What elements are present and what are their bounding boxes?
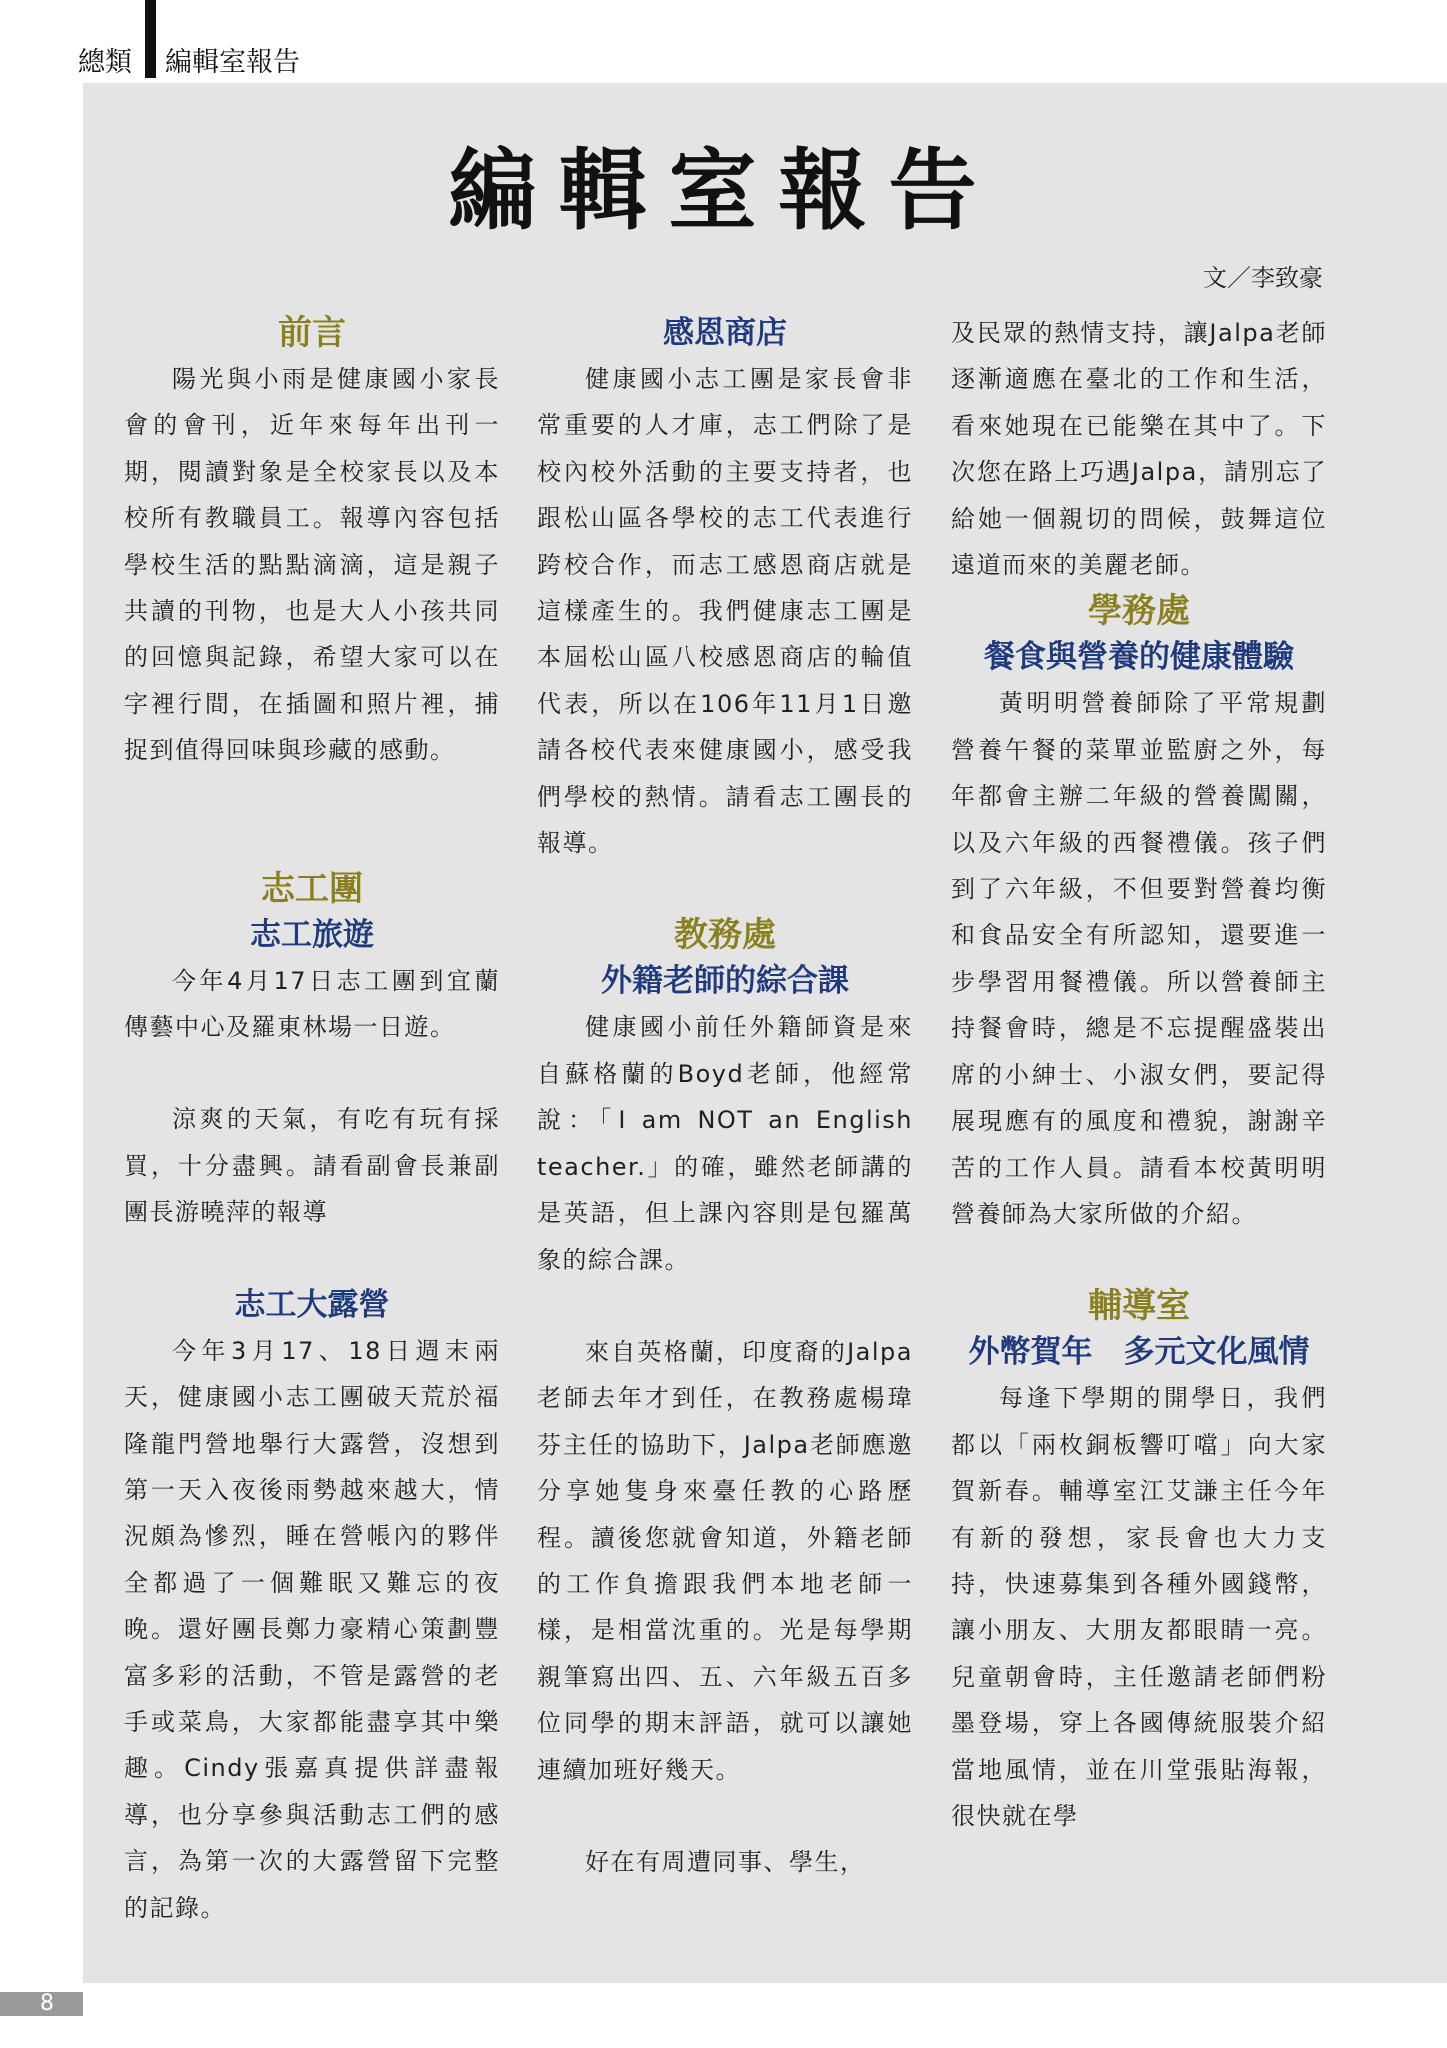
paragraph: 黃明明營養師除了平常規劃營養午餐的菜單並監廚之外，每年都會主辦二年級的營養闖關，以及六年級的西餐禮儀。孩子們到了六年級，不但要對營養均衡和食品安全有所認知，還要進一步學習用餐禮儀。所以營養師主持餐會時，總是不忘提醒盛裝出席的小紳士、小淑女們，要記得展現應有的風度和禮貌，謝謝辛苦的工作人員。請看本校黃明明營養師為大家所做的介紹。	[951, 689, 1327, 1228]
section-subheading: 外籍老師的綜合課	[601, 963, 849, 1000]
header-section: 編輯室報告	[165, 47, 300, 78]
paragraph: 及民眾的熱情支持，讓Jalpa老師逐漸適應在臺北的工作和生活，看來她現在已能樂在其中了。下次您在路上巧遇Jalpa，請別忘了給她一個親切的問候，鼓舞這位遠道而來的美麗老師。	[951, 319, 1327, 580]
page-number: 8	[40, 1991, 54, 2016]
paragraph: 來自英格蘭，印度裔的Jalpa老師去年才到任，在教務處楊瑋芬主任的協助下，Jalpa老師應邀分享她隻身來臺任教的心路歷程。讀後您就會知道，外籍老師的工作負擔跟我們本地老師一樣，是相當沈重的。光是每學期親筆寫出四、五、六年級五百多位同學的期末評語，就可以讓她連續加班好幾天。	[537, 1337, 913, 1784]
column-2	[537, 310, 913, 1885]
header-marker-bar	[145, 0, 156, 78]
section-subheading: 志工大露營	[234, 1286, 390, 1323]
paragraph: 健康國小志工團是家長會非常重要的人才庫，志工們除了是校內校外活動的主要支持者，也跟松山區各學校的志工代表進行跨校合作，而志工感恩商店就是這樣產生的。我們健康志工團是本屆松山區八校感恩商店的輪值代表，所以在106年11月1日邀請各校代表來健康國小，感受我們學校的熱情。請看志工團長的報導。	[537, 365, 913, 858]
section-heading: 志工團	[261, 868, 363, 909]
section-heading: 輔導室	[1088, 1286, 1190, 1327]
paragraph: 今年3月17、18日週末兩天，健康國小志工團破天荒於福隆龍門營地舉行大露營，沒想到第一天入夜後雨勢越來越大，情況頗為慘烈，睡在營帳內的夥伴全都過了一個難眠又難忘的夜晚。還好團長鄭力豪精心策劃豐富多彩的活動，不管是露營的老手或菜鳥，大家都能盡享其中樂趣。Cindy張嘉真提供詳盡報導，也分享參與活動志工們的感言，為第一次的大露營留下完整的記錄。	[124, 1336, 500, 1922]
paragraph: 今年4月17日志工團到宜蘭傳藝中心及羅東林場一日遊。	[124, 966, 500, 1042]
section-subheading: 感恩商店	[663, 315, 787, 351]
section-heading: 學務處	[1088, 591, 1190, 632]
page-title: 編輯室報告	[448, 138, 999, 242]
section-subheading: 外幣賀年 多元文化風情	[968, 1334, 1310, 1371]
column-1	[124, 310, 500, 1931]
column-3	[951, 310, 1327, 1839]
header-category: 總類	[78, 47, 132, 78]
section-subheading: 志工旅遊	[250, 916, 374, 953]
section-heading: 教務處	[674, 915, 776, 956]
section-subheading: 餐食與營養的健康體驗	[984, 639, 1294, 676]
paragraph: 每逢下學期的開學日，我們都以「兩枚銅板響叮噹」向大家賀新春。輔導室江艾謙主任今年有新的發想，家長會也大力支持，快速募集到各種外國錢幣，讓小朋友、大朋友都眼睛一亮。兒童朝會時，主任邀請老師們粉墨登場，穿上各國傳統服裝介紹當地風情，並在川堂張貼海報，很快就在學	[951, 1384, 1327, 1830]
paragraph: 涼爽的天氣，有吃有玩有採買，十分盡興。請看副會長兼副團長游曉萍的報導	[124, 1105, 500, 1227]
paragraph: 健康國小前任外籍師資是來自蘇格蘭的Boyd老師，他經常說：「I am NOT an English teacher.」的確，雖然老師講的是英語，但上課內容則是包羅萬象的綜合課。	[537, 1013, 913, 1274]
section-heading: 前言	[278, 313, 346, 353]
author-byline: 文／李致豪	[1203, 264, 1323, 292]
paragraph: 好在有周遭同事、學生，	[585, 1847, 866, 1876]
paragraph: 陽光與小雨是健康國小家長會的會刊，近年來每年出刊一期，閱讀對象是全校家長以及本校所有教職員工。報導內容包括學校生活的點點滴滴，這是親子共讀的刊物，也是大人小孩共同的回憶與記錄，希望大家可以在字裡行間，在插圖和照片裡，捕捉到值得回味與珍藏的感動。	[124, 365, 500, 765]
